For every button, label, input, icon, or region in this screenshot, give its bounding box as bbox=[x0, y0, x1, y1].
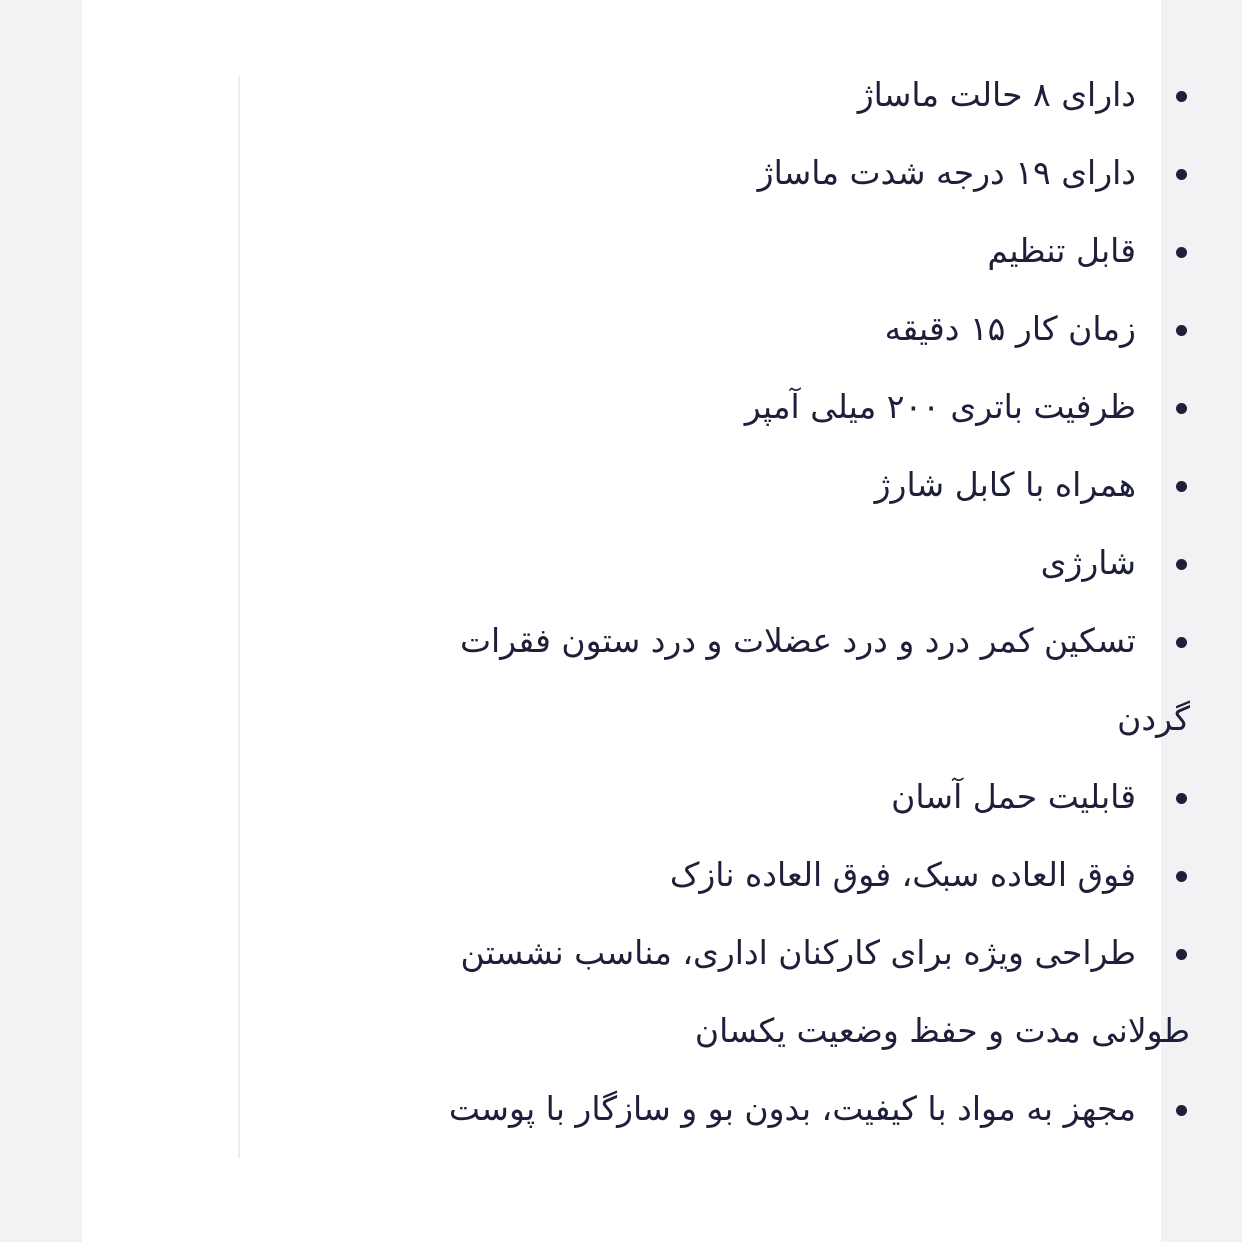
list-item-text: دارای ۱۹ درجه شدت ماساژ bbox=[757, 153, 1136, 192]
list-item bbox=[252, 758, 1190, 836]
list-item-text: همراه با کابل شارژ bbox=[874, 465, 1136, 504]
list-item-text: تسکین کمر درد و درد عضلات و درد ستون فقرات bbox=[459, 621, 1136, 660]
list-item bbox=[252, 446, 1190, 524]
list-item-text: مجهز به مواد با کیفیت، بدون بو و سازگار با پوست bbox=[448, 1089, 1136, 1128]
list-item-continuation bbox=[252, 992, 1190, 1070]
bullet-icon bbox=[1176, 871, 1187, 882]
list-item-text: فوق العاده سبک، فوق العاده نازک bbox=[669, 855, 1136, 894]
bullet-icon bbox=[1176, 949, 1187, 960]
list-item bbox=[252, 134, 1190, 212]
list-item bbox=[252, 290, 1190, 368]
feature-list bbox=[252, 56, 1190, 1148]
list-item-text: شارژی bbox=[1040, 543, 1136, 582]
list-item-text: قابلیت حمل آسان bbox=[891, 777, 1136, 816]
bullet-icon bbox=[1176, 1105, 1187, 1116]
list-item bbox=[252, 1070, 1190, 1148]
bullet-icon bbox=[1176, 481, 1187, 492]
list-item-text: ظرفیت باتری ۲۰۰ میلی آمپر bbox=[744, 387, 1136, 426]
list-item bbox=[252, 836, 1190, 914]
bullet-icon bbox=[1176, 247, 1187, 258]
list-item-continuation bbox=[252, 680, 1190, 758]
bullet-icon bbox=[1176, 559, 1187, 570]
bullet-icon bbox=[1176, 325, 1187, 336]
continuation-text: طولانی مدت و حفظ وضعیت یکسان bbox=[694, 1011, 1190, 1050]
bullet-icon bbox=[1176, 403, 1187, 414]
list-item-text: دارای ۸ حالت ماساژ bbox=[857, 75, 1136, 114]
bullet-icon bbox=[1176, 169, 1187, 180]
list-item bbox=[252, 602, 1190, 680]
list-item bbox=[252, 368, 1190, 446]
bullet-icon bbox=[1176, 91, 1187, 102]
list-item bbox=[252, 212, 1190, 290]
bullet-icon bbox=[1176, 637, 1187, 648]
bullet-icon bbox=[1176, 793, 1187, 804]
document-page bbox=[82, 0, 1190, 1242]
list-item bbox=[252, 524, 1190, 602]
left-border-rule bbox=[238, 76, 240, 1158]
list-item-text: زمان کار ۱۵ دقیقه bbox=[884, 309, 1136, 348]
continuation-text: گردن bbox=[1117, 699, 1190, 738]
list-item bbox=[252, 56, 1190, 134]
list-item-text: قابل تنظیم bbox=[987, 231, 1136, 270]
list-item-text: طراحی ویژه برای کارکنان اداری، مناسب نشستن bbox=[460, 933, 1136, 972]
list-item bbox=[252, 914, 1190, 992]
